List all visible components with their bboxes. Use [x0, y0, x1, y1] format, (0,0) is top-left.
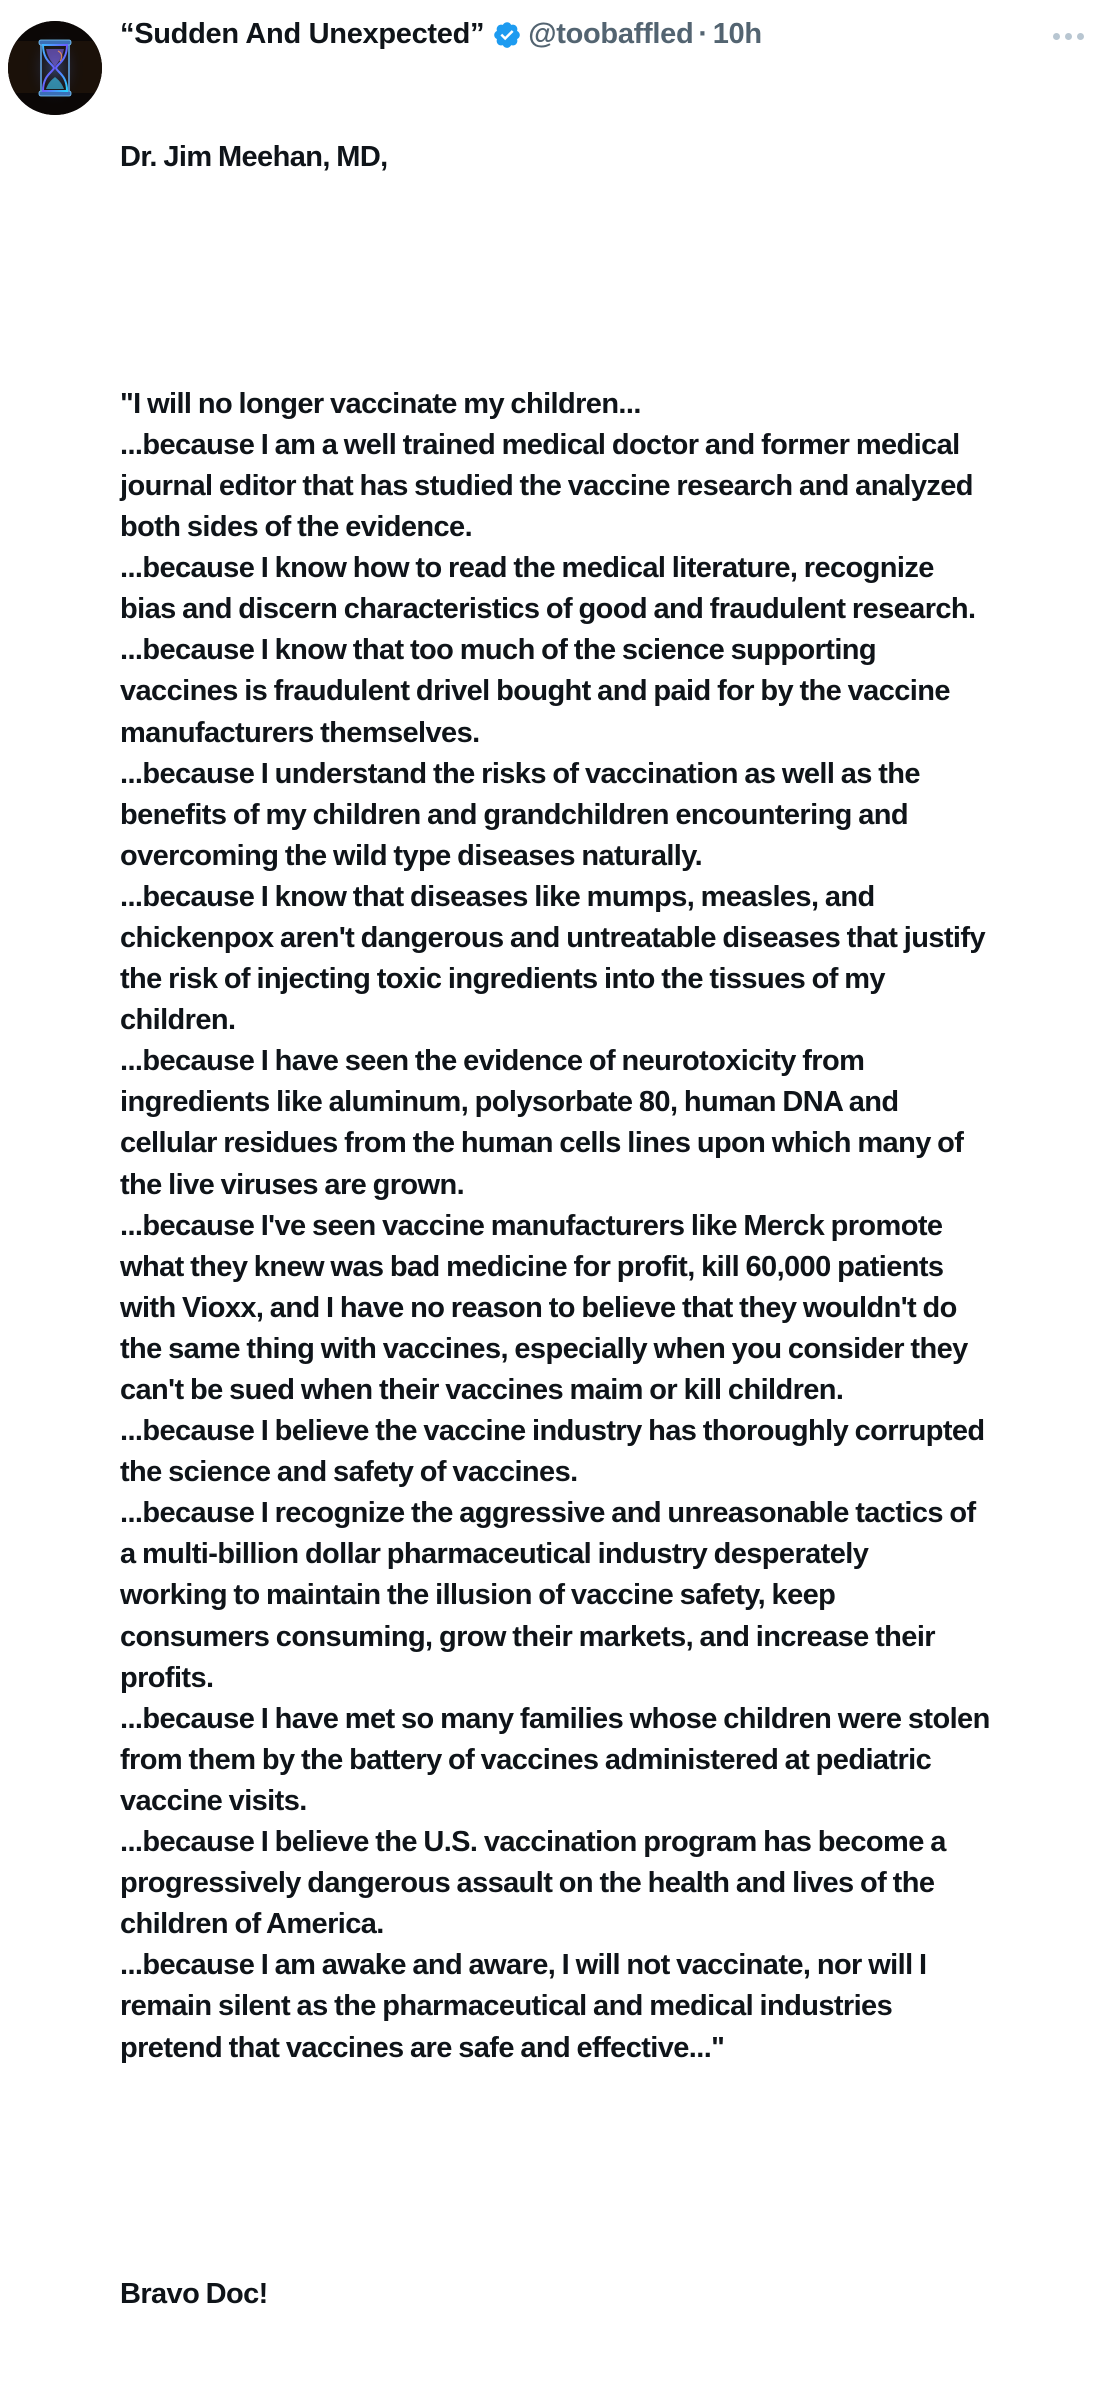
- hourglass-icon: [8, 21, 102, 115]
- quote-line: profits.: [120, 1661, 214, 1694]
- avatar[interactable]: [8, 21, 102, 115]
- tweet-header: [120, 14, 1095, 55]
- quote-line: the same thing with vaccines, especially when you consider they: [120, 1332, 968, 1365]
- quote-line: working to maintain the illusion of vaccine safety, keep: [120, 1579, 836, 1612]
- tweet-quote: [120, 384, 1095, 2069]
- more-dot: [1077, 33, 1084, 40]
- quote-line: what they knew was bad medicine for profit, kill 60,000 patients: [120, 1250, 944, 1283]
- quote-line: the live viruses are grown.: [120, 1168, 465, 1201]
- quote-line: ...because I've seen vaccine manufacturers like Merck promote: [120, 1209, 943, 1242]
- quote-line: ...because I am a well trained medical doctor and former medical: [120, 428, 960, 461]
- tweet-greeting: Dr. Jim Meehan, MD,: [120, 141, 388, 174]
- quote-line: cellular residues from the human cells lines upon which many of: [120, 1127, 964, 1160]
- quote-line: vaccines is fraudulent drivel bought and paid for by the vaccine: [120, 675, 950, 708]
- quote-line: journal editor that has studied the vaccine research and analyzed: [120, 469, 973, 502]
- quote-line: manufacturers themselves.: [120, 716, 480, 749]
- quote-line: "I will no longer vaccinate my children...: [120, 387, 641, 420]
- quote-line: the risk of injecting toxic ingredients into the tissues of my: [120, 963, 885, 996]
- quote-line: vaccine visits.: [120, 1784, 307, 1817]
- quote-line: consumers consuming, grow their markets, and increase their: [120, 1620, 935, 1653]
- more-horizontal-icon[interactable]: [1045, 25, 1091, 47]
- quote-line: can't be sued when their vaccines maim or kill children.: [120, 1374, 844, 1406]
- quote-line: ...because I know that too much of the science supporting: [120, 634, 877, 667]
- quote-line: ...because I understand the risks of vaccination as well as the: [120, 757, 920, 790]
- quote-line: pretend that vaccines are safe and effective...": [120, 2031, 725, 2064]
- author-handle[interactable]: @toobaffled: [528, 18, 694, 50]
- tweet-timestamp[interactable]: 10h: [712, 18, 762, 50]
- more-dot: [1065, 33, 1072, 40]
- tweet-content: [120, 14, 1095, 2397]
- tweet-text: [120, 55, 1095, 2397]
- quote-line: from them by the battery of vaccines administered at pediatric: [120, 1743, 932, 1776]
- paragraph-gap: [120, 260, 1095, 301]
- quote-line: chickenpox aren't dangerous and untreatable diseases that justify: [120, 921, 985, 954]
- quote-line: the science and safety of vaccines.: [120, 1456, 578, 1489]
- quote-line: ...because I recognize the aggressive and unreasonable tactics of: [120, 1497, 976, 1530]
- verified-badge-icon: [492, 20, 522, 50]
- author-display-name[interactable]: “Sudden And Unexpected”: [120, 18, 485, 50]
- quote-line: benefits of my children and grandchildren encountering and: [120, 798, 909, 831]
- quote-line: remain silent as the pharmaceutical and medical industries: [120, 1990, 893, 2023]
- more-dot: [1053, 33, 1060, 40]
- quote-line: children of America.: [120, 1908, 384, 1941]
- quote-line: overcoming the wild type diseases naturally.: [120, 839, 703, 872]
- header-separator: ·: [698, 18, 708, 50]
- quote-line: ...because I have met so many families whose children were stolen: [120, 1702, 990, 1735]
- paragraph-gap: [120, 2151, 1095, 2192]
- quote-line: ...because I know that diseases like mumps, measles, and: [120, 880, 875, 913]
- quote-line: ...because I believe the vaccine industry has thoroughly corrupted: [120, 1415, 985, 1448]
- quote-line: progressively dangerous assault on the health and lives of the: [120, 1867, 935, 1900]
- quote-line: ...because I know how to read the medical literature, recognize: [120, 552, 934, 585]
- quote-line: ...because I believe the U.S. vaccination program has become a: [120, 1826, 946, 1859]
- tweet-closing: Bravo Doc!: [120, 2278, 268, 2311]
- quote-line: children.: [120, 1004, 236, 1037]
- quote-line: a multi-billion dollar pharmaceutical industry desperately: [120, 1538, 869, 1571]
- quote-line: ...because I am awake and aware, I will not vaccinate, nor will I: [120, 1949, 927, 1982]
- quote-line: ingredients like aluminum, polysorbate 80, human DNA and: [120, 1086, 899, 1119]
- quote-line: bias and discern characteristics of good and fraudulent research.: [120, 593, 976, 626]
- quote-line: with Vioxx, and I have no reason to believe that they wouldn't do: [120, 1291, 957, 1324]
- quote-line: ...because I have seen the evidence of neurotoxicity from: [120, 1045, 865, 1078]
- quote-line: both sides of the evidence.: [120, 511, 473, 544]
